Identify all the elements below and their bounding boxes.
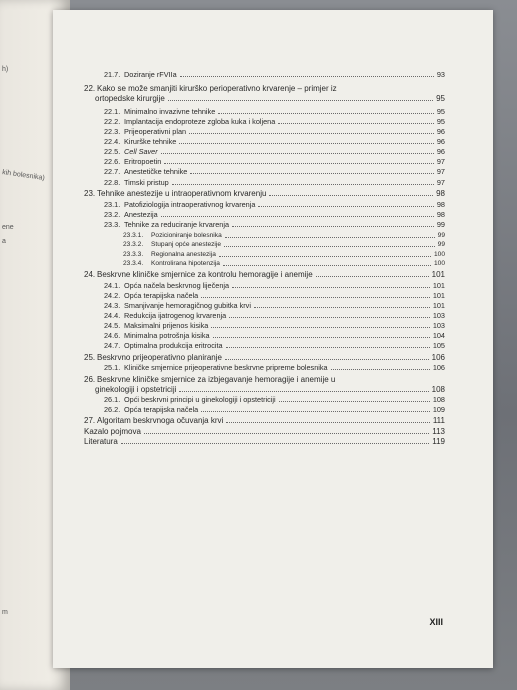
toc-dot-leader <box>254 307 430 308</box>
toc-entry-number: 24.3. <box>104 301 121 310</box>
toc-entry-page: 99 <box>437 232 445 239</box>
toc-entry-title: Optimalna produkcija eritrocita <box>124 341 223 350</box>
toc-entry-page: 98 <box>436 189 445 198</box>
toc-entry <box>104 157 445 166</box>
toc-dot-leader <box>190 173 434 174</box>
toc-entry-number: 23.1. <box>104 200 121 209</box>
toc-dot-leader <box>225 359 429 360</box>
toc-entry-title: Smanjivanje hemoragičnog gubitka krvi <box>124 301 251 310</box>
toc-entry-title: Opća terapijska načela <box>124 405 199 414</box>
toc-entry-number: 22. <box>84 84 96 93</box>
toc-entry-title: Timski pristup <box>124 178 169 187</box>
toc-entry <box>84 375 445 384</box>
toc-entry-page: 101 <box>431 270 445 279</box>
toc-dot-leader <box>168 100 433 101</box>
toc-entry-number: 24.6. <box>104 331 121 340</box>
toc-entry-title: Beskrvne kliničke smjernice za kontrolu hemoragije i anemije <box>97 270 313 279</box>
toc-entry-number: 21.7. <box>104 70 121 79</box>
toc-dot-leader <box>179 391 428 392</box>
toc-entry-page: 96 <box>436 127 445 136</box>
toc-entry-title: Kontrolirana hipotenzija <box>151 260 220 267</box>
toc-entry <box>104 321 445 330</box>
toc-entry-number: 22.3. <box>104 127 121 136</box>
toc-entry-number: 26.1. <box>104 395 121 404</box>
toc-entry-page: 101 <box>432 291 445 300</box>
toc-entry-title: Regionalna anestezija <box>151 251 216 258</box>
toc-entry-number: 23.3.1. <box>123 232 144 239</box>
toc-entry-number: 24.1. <box>104 281 121 290</box>
toc-entry <box>104 405 445 414</box>
toc-entry-page: 103 <box>432 311 445 320</box>
toc-dot-leader <box>172 184 434 185</box>
toc-dot-leader <box>161 216 434 217</box>
toc-entry-title: ginekologiji i opstetriciji <box>95 385 177 394</box>
toc-dot-leader <box>269 195 433 196</box>
toc-entry <box>104 210 445 219</box>
toc-entry-number: 22.4. <box>104 137 121 146</box>
toc-entry-title: Minimalno invazivne tehnike <box>124 107 216 116</box>
toc-entry-title: Patofiziologija intraoperativnog krvarenja <box>124 200 256 209</box>
toc-dot-leader <box>316 276 429 277</box>
toc-entry <box>104 127 445 136</box>
toc-dot-leader <box>232 287 430 288</box>
toc-dot-leader <box>121 443 429 444</box>
toc-entry-title: Opći beskrvni principi u ginekologiji i opstetriciji <box>124 395 276 404</box>
toc-entry <box>95 94 445 103</box>
toc-entry-number: 22.5. <box>104 147 121 156</box>
toc-dot-leader <box>223 265 431 266</box>
toc-entry <box>104 137 445 146</box>
toc-entry <box>104 311 445 320</box>
toc-entry <box>123 259 445 268</box>
toc-entry-page: 98 <box>436 200 445 209</box>
toc-entry <box>104 117 445 126</box>
toc-entry-number: 23.3.4. <box>123 260 144 267</box>
toc-entry-title: Implantacija endoproteze zgloba kuka i koljena <box>124 117 276 126</box>
toc-entry-page: 99 <box>437 241 445 248</box>
book-page <box>53 10 493 668</box>
toc-entry-page: 106 <box>432 363 445 372</box>
toc-entry-page: 108 <box>431 385 445 394</box>
toc-entry <box>84 84 445 93</box>
toc-entry-number: 23. <box>84 189 96 198</box>
toc-entry-title: Minimalna potrošnja kisika <box>124 331 210 340</box>
toc-entry-page: 101 <box>432 301 445 310</box>
left-page-fragment: ene <box>2 224 14 231</box>
toc-entry-page: 96 <box>436 147 445 156</box>
toc-entry-number: 26.2. <box>104 405 121 414</box>
left-page-fragment: m <box>2 609 8 616</box>
toc-entry-number: 25.1. <box>104 363 121 372</box>
toc-dot-leader <box>180 76 434 77</box>
left-page-fragment: h) <box>2 66 9 73</box>
toc-dot-leader <box>201 411 430 412</box>
toc-entry <box>123 250 445 259</box>
toc-entry-page: 97 <box>436 167 445 176</box>
toc-entry <box>104 395 445 404</box>
toc-entry-number: 22.2. <box>104 117 121 126</box>
toc-entry <box>104 291 445 300</box>
toc-dot-leader <box>331 369 430 370</box>
toc-entry <box>104 301 445 310</box>
toc-dot-leader <box>213 337 430 338</box>
toc-dot-leader <box>229 317 430 318</box>
toc-entry <box>104 178 445 187</box>
toc-entry-page: 95 <box>436 107 445 116</box>
toc-entry <box>95 385 445 394</box>
toc-entry-page: 96 <box>436 137 445 146</box>
toc-dot-leader <box>179 143 434 144</box>
toc-entry-page: 93 <box>436 70 445 79</box>
toc-entry <box>84 416 445 425</box>
toc-entry <box>84 427 445 436</box>
toc-dot-leader <box>211 327 429 328</box>
toc-dot-leader <box>219 256 431 257</box>
toc-dot-leader <box>278 123 434 124</box>
toc-entry-page: 105 <box>432 341 445 350</box>
toc-entry-number: 23.3. <box>104 220 121 229</box>
toc-entry-page: 104 <box>432 331 445 340</box>
left-page-fragment: kih bolesnika) <box>1 169 46 182</box>
toc-entry-title: Anestetičke tehnike <box>124 167 188 176</box>
toc-entry <box>84 437 445 446</box>
toc-entry-page: 113 <box>432 427 445 436</box>
toc-dot-leader <box>189 133 434 134</box>
toc-entry-page: 111 <box>432 416 445 425</box>
toc-entry-title: Kazalo pojmova <box>84 427 141 436</box>
toc-entry <box>123 240 445 249</box>
toc-entry-number: 22.8. <box>104 178 121 187</box>
toc-entry <box>84 270 445 279</box>
toc-entry <box>104 220 445 229</box>
toc-dot-leader <box>258 206 433 207</box>
toc-entry <box>104 147 445 156</box>
toc-dot-leader <box>279 401 430 402</box>
toc-entry-title: Maksimalni prijenos kisika <box>124 321 209 330</box>
toc-entry-title: Anestezija <box>124 210 158 219</box>
toc-entry-page: 103 <box>432 321 445 330</box>
toc-entry-number: 24.4. <box>104 311 121 320</box>
toc-entry-number: 22.1. <box>104 107 121 116</box>
toc-entry <box>104 200 445 209</box>
toc-entry <box>104 167 445 176</box>
toc-entry-title: Eritropoetin <box>124 157 162 166</box>
toc-entry <box>104 107 445 116</box>
toc-entry-title: Doziranje rFVIIa <box>124 70 177 79</box>
toc-entry-page: 106 <box>431 353 445 362</box>
toc-entry-title: Stupanj opće anestezije <box>151 241 222 248</box>
toc-entry <box>84 353 445 362</box>
toc-entry-number: 22.7. <box>104 167 121 176</box>
toc-entry-page: 100 <box>433 251 445 258</box>
page-number: XIII <box>429 617 443 627</box>
toc-entry-number: 24. <box>84 270 96 279</box>
toc-dot-leader <box>218 113 434 114</box>
toc-entry <box>104 341 445 350</box>
toc-entry-number: 24.5. <box>104 321 121 330</box>
left-page-fragment: a <box>2 238 6 245</box>
toc-dot-leader <box>161 153 434 154</box>
toc-entry-title: Algoritam beskrvnoga očuvanja krvi <box>97 416 224 425</box>
toc-entry-number: 23.3.2. <box>123 241 144 248</box>
toc-entry-number: 24.7. <box>104 341 121 350</box>
toc-entry-title: Prijeoperativni plan <box>124 127 187 136</box>
toc-entry-title: Cell Saver <box>124 147 158 156</box>
toc-entry-page: 99 <box>436 220 445 229</box>
toc-entry-title: Kliničke smjernice prijeoperativne beskrvne pripreme bolesnika <box>124 363 328 372</box>
toc-entry <box>123 231 445 240</box>
toc-entry-title: Redukcija ijatrogenog krvarenja <box>124 311 227 320</box>
toc-entry-title: Pozicioniranje bolesnika <box>151 232 222 239</box>
toc-entry-number: 22.6. <box>104 157 121 166</box>
toc-entry-number: 24.2. <box>104 291 121 300</box>
toc-dot-leader <box>226 347 430 348</box>
toc-entry <box>104 70 445 79</box>
toc-entry-page: 95 <box>436 117 445 126</box>
toc-entry-page: 108 <box>432 395 445 404</box>
toc-dot-leader <box>144 433 429 434</box>
toc-entry-page: 97 <box>436 178 445 187</box>
toc-entry <box>104 363 445 372</box>
toc-entry-number: 23.3.3. <box>123 251 144 258</box>
toc-entry <box>104 331 445 340</box>
toc-entry-page: 97 <box>436 157 445 166</box>
toc-entry-title: Beskrvne kliničke smjernice za izbjegavanje hemoragije i anemije u <box>97 375 336 384</box>
toc-dot-leader <box>201 297 430 298</box>
toc-entry-page: 98 <box>436 210 445 219</box>
toc-entry-title: Beskrvno prijeoperativno planiranje <box>97 353 222 362</box>
toc-dot-leader <box>224 246 435 247</box>
toc-entry-title: Opća načela beskrvnog liječenja <box>124 281 230 290</box>
toc-entry-title: Tehnike za reduciranje krvarenja <box>124 220 230 229</box>
toc-entry-number: 26. <box>84 375 96 384</box>
toc-dot-leader <box>225 237 435 238</box>
toc-entry-page: 119 <box>432 437 445 446</box>
toc-dot-leader <box>226 422 430 423</box>
toc-entry-page: 109 <box>432 405 445 414</box>
toc-entry-number: 27. <box>84 416 96 425</box>
toc-entry-page: 101 <box>432 281 445 290</box>
toc-entry-number: 23.2. <box>104 210 121 219</box>
toc-entry-title: ortopedske kirurgije <box>95 94 165 103</box>
toc-entry-title: Literatura <box>84 437 118 446</box>
toc-entry-page: 100 <box>433 260 445 267</box>
toc-entry-title: Opća terapijska načela <box>124 291 199 300</box>
toc-entry-title: Kako se može smanjiti kirurško perioperativno krvarenje – primjer iz <box>97 84 337 93</box>
toc-dot-leader <box>164 163 434 164</box>
toc-entry <box>84 189 445 198</box>
toc-entry-title: Tehnike anestezije u intraoperativnom krvarenju <box>97 189 267 198</box>
toc-entry-page: 95 <box>436 94 445 103</box>
toc-entry-title: Kirurške tehnike <box>124 137 177 146</box>
toc-dot-leader <box>232 226 434 227</box>
toc-entry-number: 25. <box>84 353 96 362</box>
toc-entry <box>104 281 445 290</box>
